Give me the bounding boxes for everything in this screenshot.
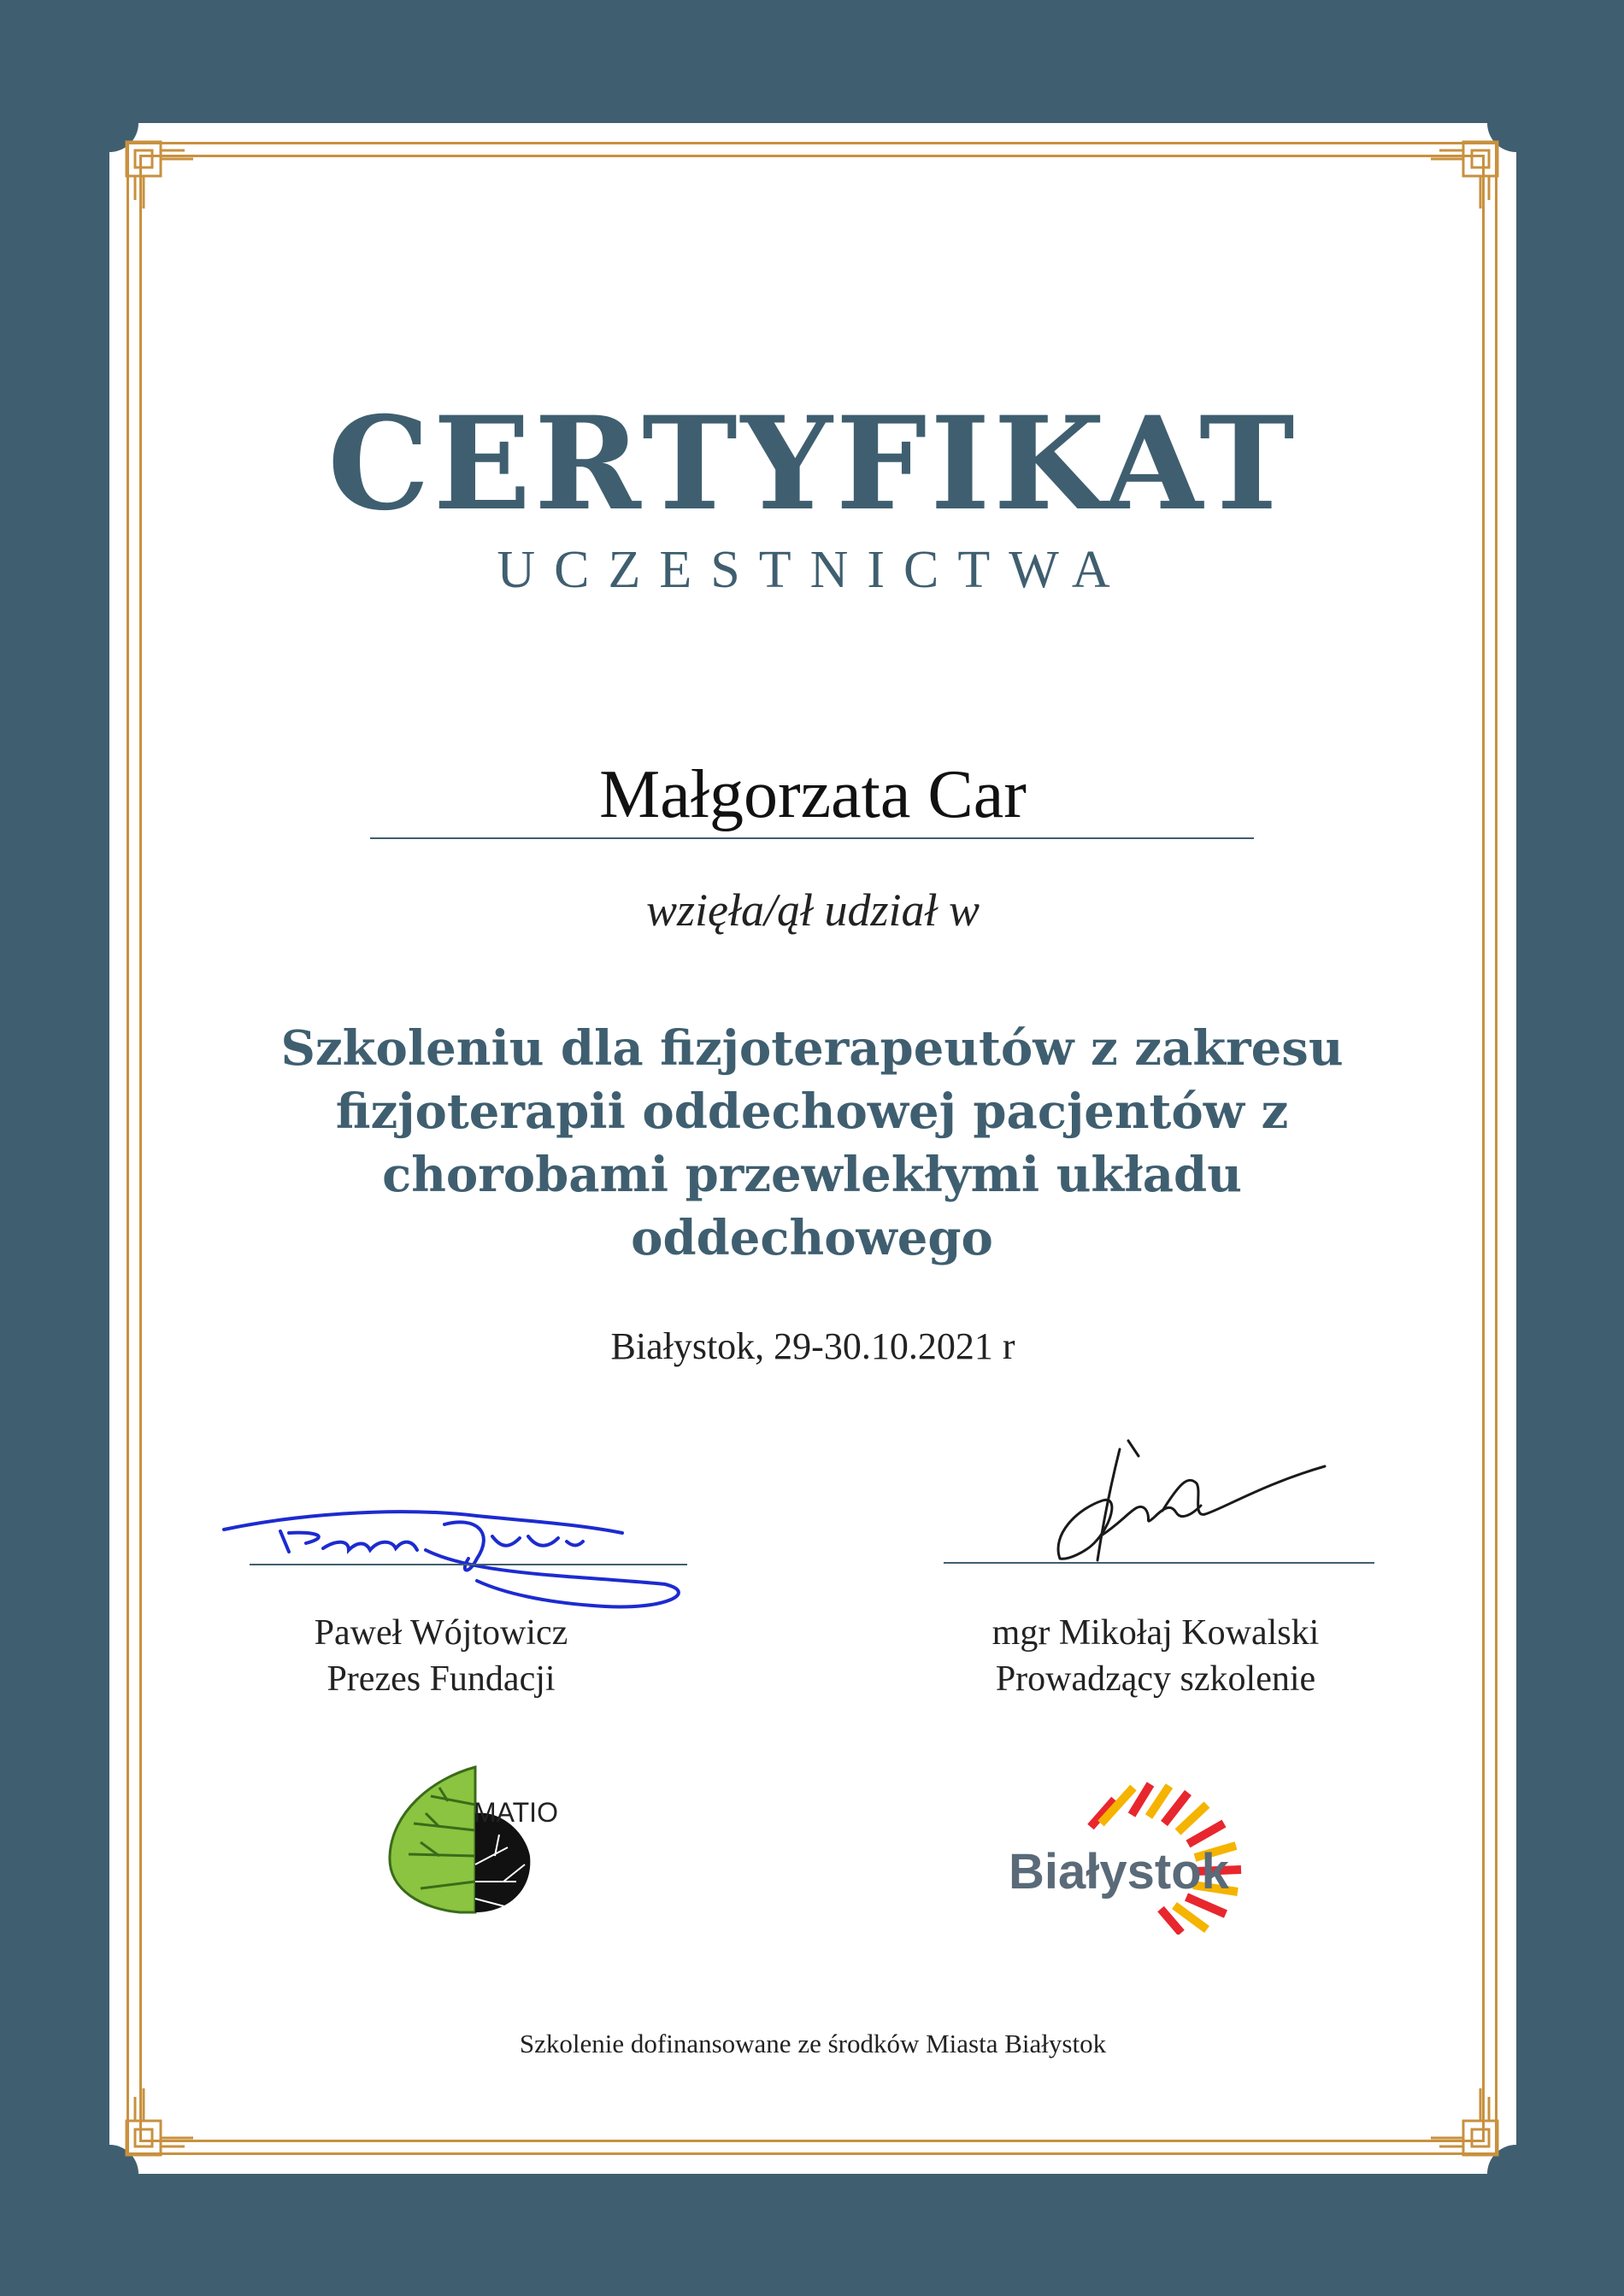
corner-ornament-top-left [125, 140, 227, 243]
left-signature-line [250, 1564, 687, 1565]
recipient-underline [370, 837, 1254, 839]
course-title-line: fizjoterapii oddechowej pacjentów z [335, 1083, 1289, 1140]
bialystok-logo [1005, 1781, 1270, 1935]
bialystok-logo-text: Białystok [1009, 1844, 1229, 1900]
right-signature-line [944, 1562, 1374, 1564]
right-signature [1043, 1432, 1333, 1569]
place-and-date: Białystok, 29-30.10.2021 r [610, 1325, 1015, 1367]
participation-text: wzięła/ął udział w [645, 884, 980, 936]
matio-logo-text: MATIO [474, 1797, 558, 1828]
left-signature [221, 1499, 699, 1618]
corner-ornament-bottom-left [125, 2054, 227, 2157]
matio-logo [380, 1762, 568, 1916]
course-title-line: chorobami przewlekłymi układu [382, 1147, 1242, 1203]
course-title-line: Szkoleniu dla fizjoterapeutów z zakresu [280, 1020, 1344, 1077]
course-title [222, 1017, 1402, 1270]
funding-note: Szkolenie dofinansowane ze środków Miasta Białystok [519, 2029, 1107, 2058]
right-signatory-role: Prowadzący szkolenie [995, 1659, 1316, 1699]
right-signatory-name: mgr Mikołaj Kowalski [991, 1613, 1320, 1653]
corner-ornament-bottom-right [1397, 2054, 1499, 2157]
certificate-title: CERTYFIKAT [327, 389, 1298, 539]
certificate-subtitle: UCZESTNICTWA [497, 541, 1129, 599]
corner-ornament-top-right [1397, 140, 1499, 243]
left-signatory-name: Paweł Wójtowicz [314, 1613, 568, 1653]
course-title-line: oddechowego [631, 1210, 993, 1266]
recipient-name: Małgorzata Car [599, 757, 1027, 832]
left-signatory-role: Prezes Fundacji [327, 1659, 556, 1699]
